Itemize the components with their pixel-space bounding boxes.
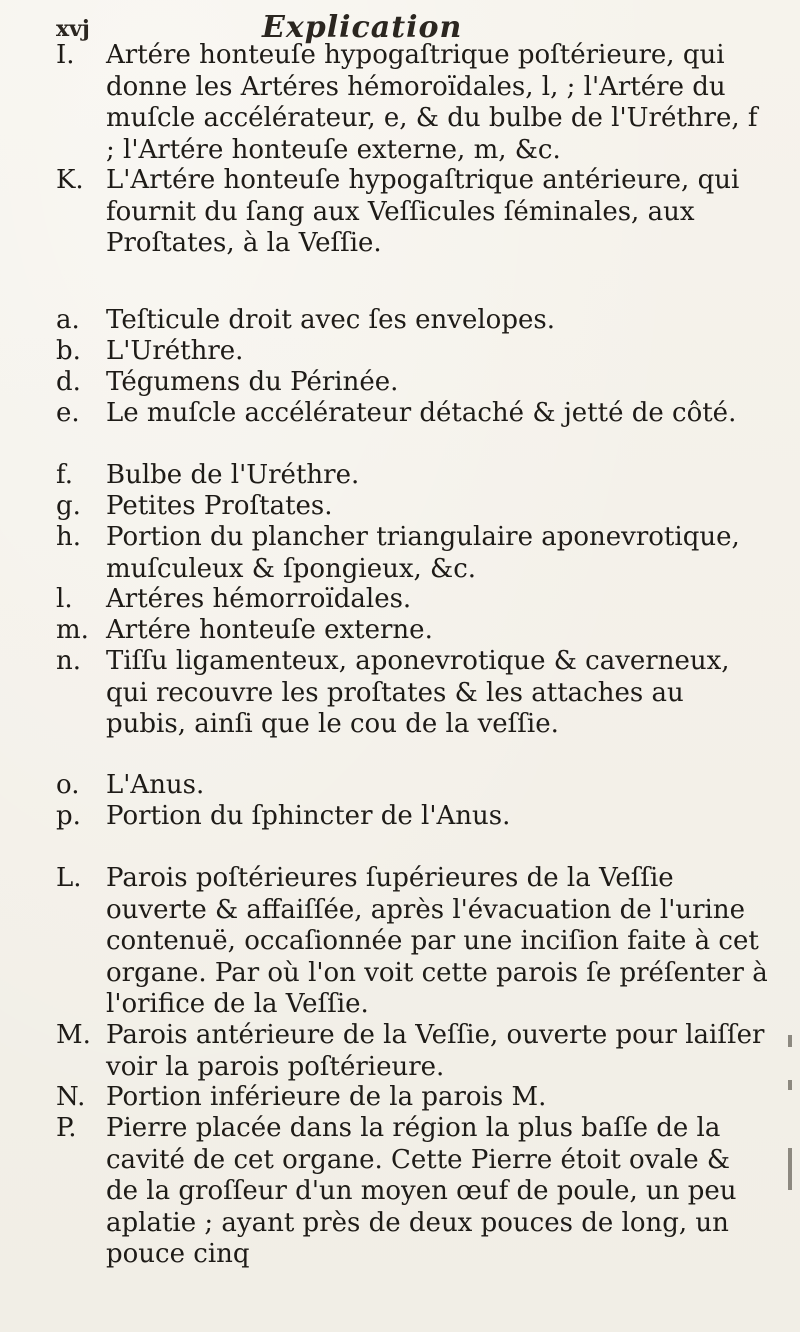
entry-text: Pierre placée dans la région la plus baſſe de la cavité de cet organe. Cette Pierre étoit ovale & de la groſſeur d'un moyen œuf de poule, un peu aplatie ; ayant près de deux pouces de long, un pouce cinq [106, 1113, 737, 1269]
entry-key: l. [56, 584, 73, 614]
entry-key: K. [56, 165, 84, 195]
entry-text: Teſticule droit avec ſes envelopes. [106, 305, 555, 335]
entry-key: p. [56, 801, 81, 831]
entry-key: d. [56, 367, 81, 397]
entry-text: L'Artére honteuſe hypogaſtrique antérieure, qui fournit du ſang aux Veſſicules ſéminales, aux Proſtates, à la Veſſie. [106, 165, 740, 258]
legend-entry-b [56, 336, 768, 368]
legend-entry-l [56, 584, 768, 616]
entry-text: Portion du plancher triangulaire aponevrotique, muſculeux & ſpongieux, &c. [106, 522, 740, 584]
legend-entry-e [56, 398, 768, 430]
legend-entry-L [56, 863, 768, 1021]
legend-entry-h [56, 522, 768, 585]
entry-key: o. [56, 770, 80, 800]
entry-key: h. [56, 522, 82, 552]
entry-key: m. [56, 615, 89, 645]
entry-text: L'Anus. [106, 770, 205, 800]
legend-entry-M [56, 1020, 768, 1083]
entry-text: Le muſcle accélérateur détaché & jetté de côté. [106, 398, 737, 428]
entry-key: L. [56, 863, 82, 893]
page-number: xvj [56, 16, 90, 42]
entry-text: Bulbe de l'Uréthre. [106, 460, 360, 490]
legend-entry-a [56, 305, 768, 337]
entry-key: e. [56, 398, 80, 428]
entry-text: Tégumens du Périnée. [106, 367, 399, 397]
entry-text: Tiſſu ligamenteux, aponevrotique & caverneux, qui recouvre les proſtates & les attaches au pubis, ainſi que le cou de la veſſie. [106, 646, 730, 739]
entry-key: a. [56, 305, 80, 335]
entry-text: L'Uréthre. [106, 336, 244, 366]
entry-text: Parois poſtérieures ſupérieures de la Veſſie ouverte & affaiſſée, après l'évacuation de l'urine contenuë, occaſionnée par une inciſion faite à cet organe. Par où l'on voit cette parois ſe préſenter à l'orifice de la Veſſie. [106, 863, 768, 1019]
legend-entry-m [56, 615, 768, 647]
entry-text: Artéres hémorroïdales. [106, 584, 412, 614]
running-header: Explication [262, 10, 463, 45]
legend-entry-P [56, 1113, 768, 1271]
legend-entry-p [56, 801, 768, 833]
entry-key: b. [56, 336, 81, 366]
entry-text: Parois antérieure de la Veſſie, ouverte pour laiſſer voir la parois poſtérieure. [106, 1020, 765, 1082]
entry-key: N. [56, 1082, 86, 1112]
legend-entry-g [56, 491, 768, 523]
entry-text: Portion inférieure de la parois M. [106, 1082, 547, 1112]
legend-entry-K [56, 165, 768, 260]
page-edge-mark [788, 1080, 792, 1090]
entry-text: Portion du ſphincter de l'Anus. [106, 801, 511, 831]
legend-entry-N [56, 1082, 768, 1114]
entry-text: Artére honteuſe hypogaſtrique poſtérieure, qui donne les Artéres hémoroïdales, l, ; l'Artére du muſcle accélérateur, e, & du bulbe de l'Uréthre, f ; l'Artére honteuſe externe, m, &c. [106, 40, 758, 165]
entry-key: g. [56, 491, 81, 521]
page-edge-mark [788, 1035, 792, 1047]
entry-key: P. [56, 1113, 77, 1143]
entry-key: M. [56, 1020, 91, 1050]
entry-text: Artére honteuſe externe. [106, 615, 433, 645]
legend-entry-o [56, 770, 768, 802]
legend-entry-d [56, 367, 768, 399]
page-edge-mark [788, 1148, 792, 1190]
entry-text: Petites Proſtates. [106, 491, 333, 521]
legend-entry-f [56, 460, 768, 492]
legend-entry-n [56, 646, 768, 741]
entry-key: I. [56, 40, 75, 70]
legend-entry-I [56, 40, 768, 166]
entry-key: n. [56, 646, 82, 676]
entry-key: f. [56, 460, 73, 490]
